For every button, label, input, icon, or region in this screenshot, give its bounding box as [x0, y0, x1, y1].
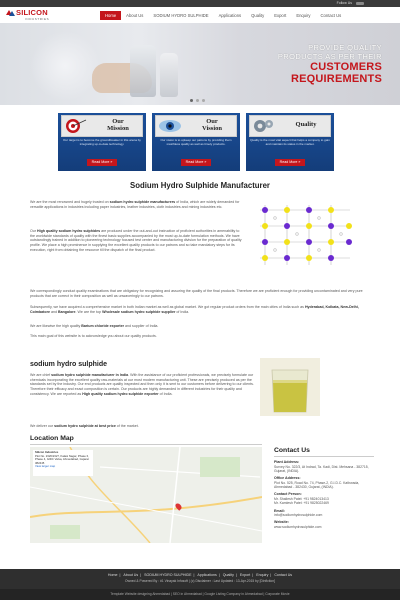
contact-panel — [274, 447, 374, 529]
banner-bottle-image-2 — [160, 53, 178, 97]
location-map[interactable] — [30, 447, 262, 543]
top-bar — [0, 0, 400, 7]
text: Subsequently, we have acquired a comprehensive market in both Indian market as well as global market. We got regular product orders from the main cities of India such as — [30, 305, 305, 309]
nav-export[interactable]: Export — [274, 13, 287, 18]
location-heading: Location Map — [30, 435, 74, 442]
card-title-b: Mission — [107, 125, 129, 132]
map-info-box — [33, 450, 93, 476]
footer-link-quality[interactable]: Quality — [222, 573, 234, 577]
card-text: Our target is to become the groundbreaker in this arena by integrating up-to-date technology. — [63, 138, 141, 146]
feature-cards — [58, 113, 348, 171]
footer-link-contact[interactable]: Contact Us — [274, 573, 293, 577]
mission-card — [58, 113, 146, 171]
market-paragraph — [30, 305, 370, 314]
banner-text — [278, 43, 382, 85]
card-title — [284, 121, 328, 128]
nav-quality[interactable]: Quality — [251, 13, 265, 18]
text-bold: sodium hydro sulphide at best price — [54, 424, 116, 428]
card-title — [96, 118, 140, 132]
office-address-label: Office Address: — [274, 476, 301, 481]
footer-link-export[interactable]: Export — [239, 573, 251, 577]
text: . We are the top — [75, 309, 103, 314]
intro-paragraph-2 — [30, 229, 245, 253]
product-paragraph-2 — [30, 424, 255, 429]
footer-link-about[interactable]: About Us — [123, 573, 139, 577]
text-bold: Wholesale sodium hydro sulphide supplier — [102, 309, 176, 314]
divider — [274, 456, 374, 457]
footer-link-applications[interactable]: Applications — [197, 573, 217, 577]
text: . With the assistance of our proficient professionals, we precisely formulate our chemicals incorporating the excellent quality raw-materials at our most modern manufacturing unit. These are precisely produced as per the standards set by the industry. Our end products are quality inspected and then only it is sent to our customers before delivering to our clients. Therefore their efficacy and exact composition is certain. Our products are highly demanded in different industries for their quality and consistency. We are reported as — [30, 373, 254, 396]
nav-product[interactable]: SODIUM HYDRO SULPHIDE — [153, 13, 209, 18]
target-icon — [64, 118, 88, 134]
card-text: Quality is the most vital aspect that helps a company to gain and maintain its status in the market. — [250, 138, 330, 146]
text: This main goal of this website is to acknowledge you about our quality products. — [30, 334, 157, 338]
text: of India. — [158, 391, 173, 396]
slider-dot[interactable] — [190, 99, 193, 102]
footer-link-product[interactable]: SODIUM HYDRO SULPHIDE — [144, 573, 192, 577]
email-link[interactable]: info@sodiumhydrosulphide.com — [274, 513, 323, 518]
hero-banner — [0, 23, 400, 105]
card-title-a: Our — [206, 118, 218, 125]
email-label: Email: — [274, 508, 285, 513]
main-nav — [100, 11, 346, 20]
card-title-b: Quality — [295, 121, 317, 128]
slider-dot[interactable] — [202, 99, 205, 102]
nav-about[interactable]: About Us — [126, 13, 144, 18]
nav-applications[interactable]: Applications — [218, 13, 242, 18]
text: and — [49, 309, 58, 314]
text: We are chief — [30, 373, 52, 377]
nav-enquiry[interactable]: Enquiry — [296, 13, 311, 18]
text-bold: Hyderabad, Kolkata, New-Delhi, Coimbatore — [30, 305, 359, 314]
contact-person-2: Mr. Kamlesh Patel: +91 9825022469 — [274, 501, 329, 506]
footer-link-enquiry[interactable]: Enquiry — [256, 573, 269, 577]
goal-paragraph — [30, 334, 370, 339]
follow-us-label: Follow Us — [336, 1, 352, 5]
text: Our — [30, 229, 37, 233]
product-paragraph-1 — [30, 373, 255, 397]
text-bold: sodium hydro sulphide manufacturers — [109, 200, 176, 204]
map-place-name: Silicon Industries — [35, 450, 59, 454]
text-bold: Bangalore — [57, 309, 76, 314]
plant-address: Survey No. 322/3, At Indrad, Ta. Kadi, Dist. Mehsana - 382715, Gujarat, (INDIA). — [274, 464, 369, 473]
text-bold: Barium chloride exporter — [81, 324, 125, 328]
nav-contact[interactable]: Contact Us — [320, 13, 342, 18]
card-title-a: Our — [112, 118, 124, 125]
exporter-paragraph — [30, 324, 370, 329]
footer — [0, 569, 400, 600]
vision-card — [152, 113, 240, 171]
product-image — [260, 358, 320, 416]
product-heading: sodium hydro sulphide — [30, 361, 108, 368]
website-label: Website: — [274, 520, 289, 525]
banner-bottle-image — [130, 45, 156, 97]
contact-heading: Contact Us — [274, 447, 310, 454]
text: of the market. — [115, 424, 139, 428]
logo[interactable] — [6, 8, 58, 22]
text: and supplier of India. — [124, 324, 159, 328]
slider-dot[interactable] — [196, 99, 199, 102]
text: of India. — [175, 309, 190, 314]
card-title-b: Vission — [202, 125, 222, 132]
banner-line-2: PRODUCTS AS PER THEIR — [277, 52, 382, 61]
slider-dots — [190, 99, 205, 102]
banner-line-3: CUSTOMERS — [310, 61, 382, 73]
office-address: Plot No. 525, Road No. 74, Phase-2, G.I.D.C. Kathwada, Ahmedabad - 382430, Gujarat, (INDIA). — [274, 480, 360, 490]
text: are produced under the out-and-out instruction of proficient authorities in amenability to the worldwide standards of quality with the finest basic supplies accompanied by the most up-to-date formulation methods. We have outstandingly trained in addition to pioneering technology focused test center and manufacturing division for the preparation of quality profile. We place a high prominence in supplying the excellent quality products to our patrons and so take mandatory steps for its execution, right from obtaining the resource till the dispatch of the final product. — [30, 229, 242, 252]
banner-glow — [30, 31, 100, 101]
card-text: Our vision is to upkeep our patrons by providing them matchless quality as well as timely products. — [160, 138, 232, 146]
website-link[interactable]: www.sodiumhydrosulphide.com — [274, 525, 322, 530]
plant-address-label: Plant Address: — [274, 460, 300, 464]
text: We deliver our — [30, 424, 55, 428]
header — [0, 7, 400, 23]
footer-bottom-links[interactable]: Template Website designing Ahmedabad | SEO in Ahmedabad | Google Listing Company in Ahmedabad | Corporate Movie — [0, 589, 400, 600]
footer-link-home[interactable]: Home — [107, 573, 118, 577]
banner-line-1: PROVIDE QUALITY — [308, 43, 382, 52]
contact-person-label: Contact Person: — [274, 492, 302, 497]
eye-icon — [158, 118, 182, 134]
text-bold: sodium hydro sulphide manufacturer in India — [51, 373, 129, 377]
card-title — [190, 118, 234, 132]
quality-card — [246, 113, 334, 171]
text: We are likewise the high quality — [30, 324, 82, 328]
footer-credit: Owned & Powered By : #1 Vinayak Infosoft | (c) Disclaimer : Last Updated : 13-Apr-2015 by [Dinfiction] — [125, 579, 275, 583]
mission-read-more-button[interactable]: Read More » — [87, 159, 117, 166]
quality-paragraph — [30, 289, 370, 298]
text: We correspondingly conduct quality examinations that are obligatory for recognizing and assuring the quality of the final products. Therefore we are proficient enough for providing uncontaminated and very pure products that are correct in their composition as well as unwaveringly to our patrons. — [30, 289, 363, 298]
social-icons[interactable] — [356, 2, 364, 5]
vision-read-more-button[interactable]: Read More » — [181, 159, 211, 166]
text: We are the most renowned and hugely trusted on — [30, 200, 110, 204]
intro-paragraph-1 — [30, 200, 245, 209]
banner-line-4: REQUIREMENTS — [290, 73, 382, 85]
map-place-address: Plot No. 2326/2327, Kalasi Nagar, Phase II, Phase 4, GIDC Vatva, Ahmedabad, Gujarat 382445 — [35, 453, 89, 465]
nav-home[interactable]: Home — [100, 11, 121, 20]
molecule-structure-image — [255, 200, 355, 272]
beaker-icon — [260, 358, 320, 416]
footer-links: Home | About Us | SODIUM HYDRO SULPHIDE | Applications | Quality | Export | Enquiry | Contact Us — [107, 573, 293, 577]
text: of India, which are widely demanded for versatile applications in industries including paper industries, leather industries, cloth industries and mining industries etc. — [30, 200, 240, 209]
contact-person-1: Mr. Shailesh Patel: +91 9824013413 — [274, 496, 329, 501]
gears-icon — [252, 118, 276, 134]
page-title: Sodium Hydro Sulphide Manufacturer — [130, 181, 270, 190]
text-bold: High quality sodium hydro sulphides — [37, 229, 101, 233]
map-larger-link[interactable]: View larger map — [35, 464, 56, 468]
text-bold: High quality sodium hydro sulphide exporter — [82, 391, 159, 396]
logo-mark-icon — [6, 9, 15, 17]
brand-name: SILICON — [16, 8, 48, 17]
brand-tagline: INDUSTRIES — [25, 17, 50, 21]
divider — [30, 444, 262, 445]
quality-read-more-button[interactable]: Read More » — [275, 159, 305, 166]
